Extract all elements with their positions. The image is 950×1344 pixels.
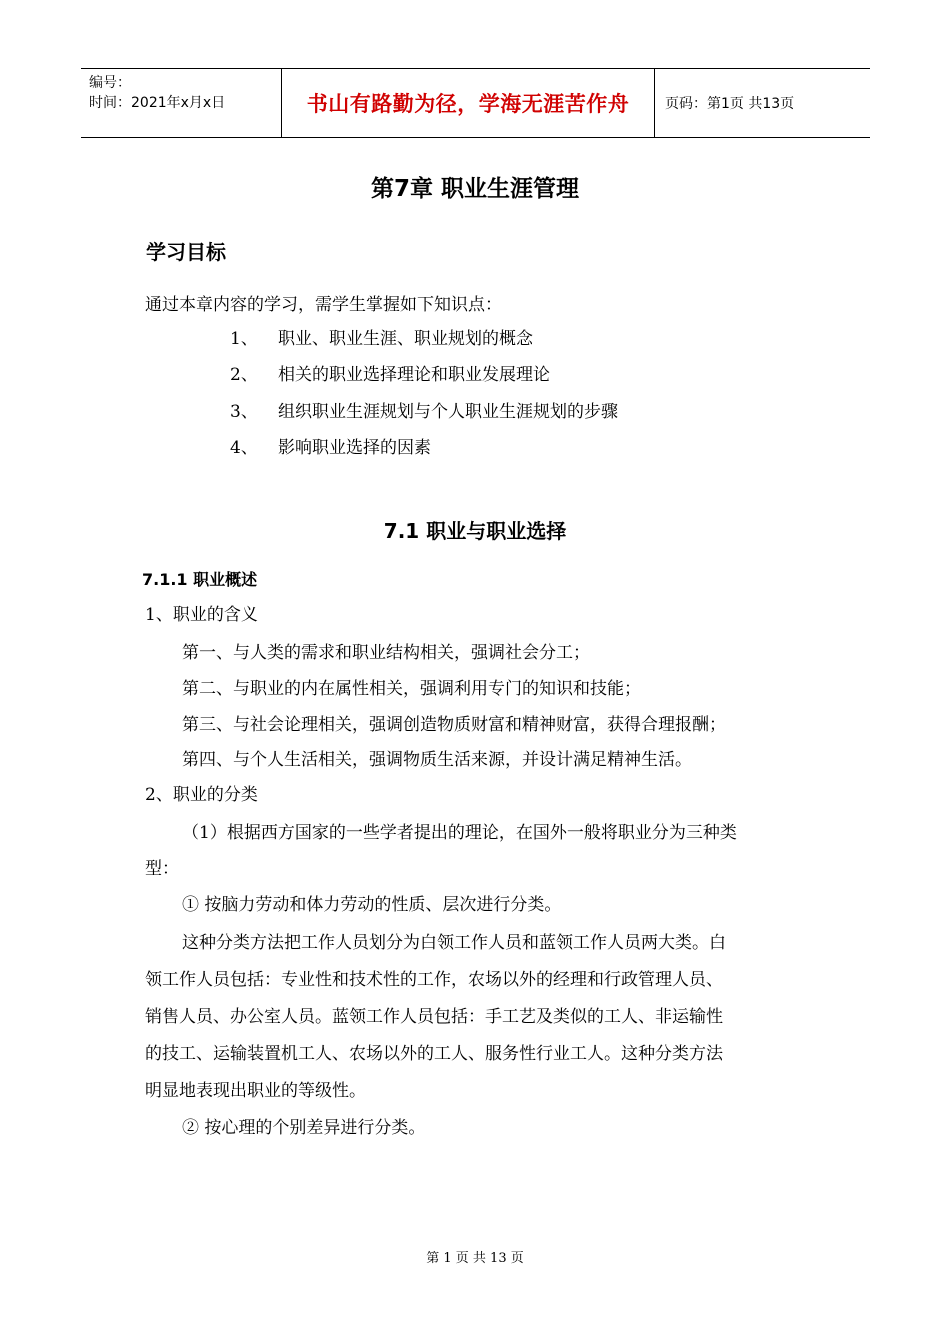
header-motto: 书山有路勤为径，学海无涯苦作舟 (281, 69, 655, 137)
section-title: 7.1 职业与职业选择 (383, 519, 567, 543)
objective-item: 职业、职业生涯、职业规划的概念 (278, 329, 533, 349)
objectives-heading: 学习目标 (146, 240, 226, 264)
document-date: 时间：2021年x月x日 (89, 95, 226, 111)
body-line: 这种分类方法把工作人员划分为白领工作人员和蓝领工作人员两大类。白 (182, 933, 726, 953)
body-line: ① 按脑力劳动和体力劳动的性质、层次进行分类。 (182, 895, 562, 915)
body-line: 的技工、运输装置机工人、农场以外的工人、服务性行业工人。这种分类方法 (145, 1044, 723, 1064)
objective-item: 组织职业生涯规划与个人职业生涯规划的步骤 (278, 402, 618, 422)
objective-number: 2、 (230, 365, 258, 385)
header-page-info: 页码：第1页 共13页 (665, 96, 795, 112)
body-line: 第四、与个人生活相关，强调物质生活来源，并设计满足精神生活。 (182, 750, 692, 770)
body-line: 第二、与职业的内在属性相关，强调利用专门的知识和技能； (182, 679, 641, 699)
subsection-title: 7.1.1 职业概述 (142, 570, 258, 589)
list-heading: 2、职业的分类 (145, 785, 258, 805)
objective-number: 4、 (230, 438, 258, 458)
body-line: 领工作人员包括：专业性和技术性的工作，农场以外的经理和行政管理人员、 (145, 970, 723, 990)
body-line: 型： (145, 859, 179, 879)
body-line: 销售人员、办公室人员。蓝领工作人员包括：手工艺及类似的工人、非运输性 (145, 1007, 723, 1027)
body-line: 第三、与社会论理相关，强调创造物质财富和精神财富，获得合理报酬； (182, 715, 726, 735)
objectives-intro: 通过本章内容的学习，需学生掌握如下知识点： (145, 295, 502, 315)
body-line: 第一、与人类的需求和职业结构相关，强调社会分工； (182, 643, 590, 663)
body-line: ② 按心理的个别差异进行分类。 (182, 1118, 426, 1138)
page-footer: 第 1 页 共 13 页 (426, 1251, 524, 1266)
list-heading: 1、职业的含义 (145, 605, 258, 625)
document-number-label: 编号： (89, 75, 131, 91)
header-meta-cell (81, 69, 281, 137)
objective-number: 1、 (230, 329, 258, 349)
objective-number: 3、 (230, 402, 258, 422)
body-line: （1）根据西方国家的一些学者提出的理论，在国外一般将职业分为三种类 (182, 823, 737, 843)
page-header-table (81, 68, 870, 138)
body-line: 明显地表现出职业的等级性。 (145, 1081, 366, 1101)
chapter-title: 第7章 职业生涯管理 (370, 176, 579, 202)
objective-item: 相关的职业选择理论和职业发展理论 (278, 365, 550, 385)
objective-item: 影响职业选择的因素 (278, 438, 431, 458)
